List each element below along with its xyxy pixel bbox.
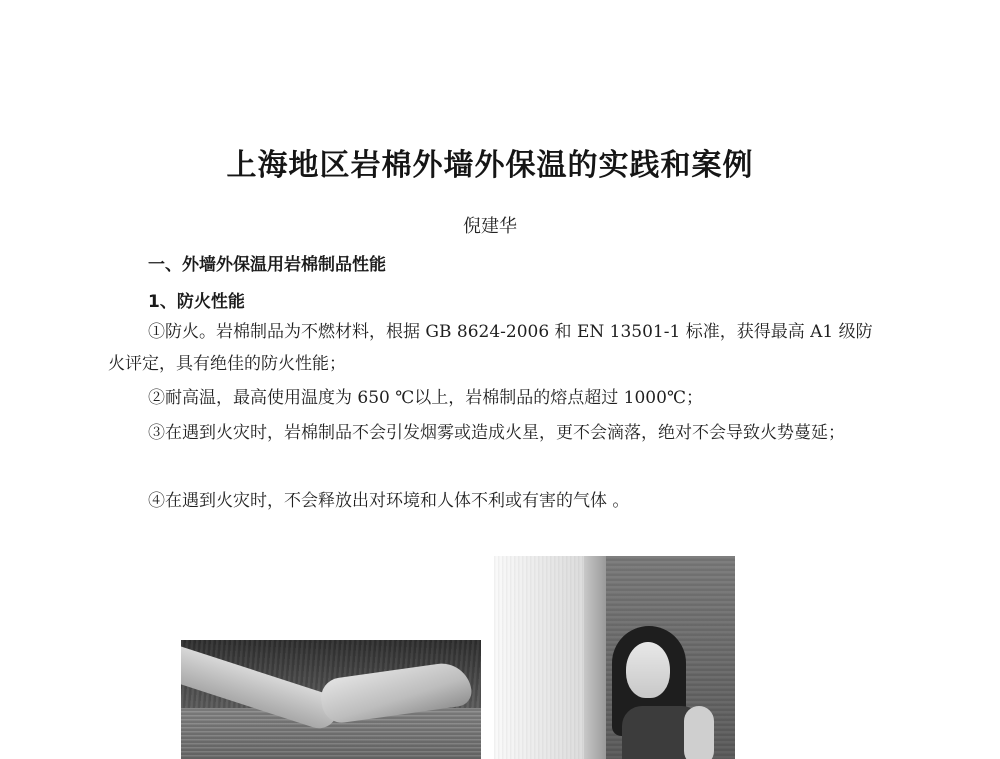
paragraph-high-temperature: ②耐高温，最高使用温度为 650 ℃以上，岩棉制品的熔点超过 1000℃；: [148, 388, 703, 408]
paragraph-fire-resistance: ①防火。岩棉制品为不燃材料，根据 GB 8624-2006 和 EN 13501-1 标准，获得最高 A1 级防火评定，具有绝佳的防火性能；: [108, 322, 873, 374]
person-shoulder: [684, 706, 714, 759]
person-face: [626, 642, 670, 698]
author-name: 倪建华: [463, 216, 517, 237]
paragraph-no-toxic-gas: ④在遇到火灾时，不会释放出对环境和人体不利或有害的气体 。: [148, 491, 630, 511]
subsection-heading: 1、防火性能: [148, 292, 245, 312]
document-title: 上海地区岩棉外墙外保温的实践和案例: [226, 148, 754, 183]
bright-background: [494, 556, 584, 759]
photo-woman-at-wall: [494, 556, 735, 759]
paragraph-no-smoke: ③在遇到火灾时，岩棉制品不会引发烟雾或造成火星，更不会滴落，绝对不会导致火势蔓延；: [148, 423, 845, 443]
insulation-panel-edge: [584, 556, 606, 759]
photo-hand-on-rock-wool: [181, 640, 481, 759]
section-heading: 一、外墙外保温用岩棉制品性能: [148, 255, 386, 275]
